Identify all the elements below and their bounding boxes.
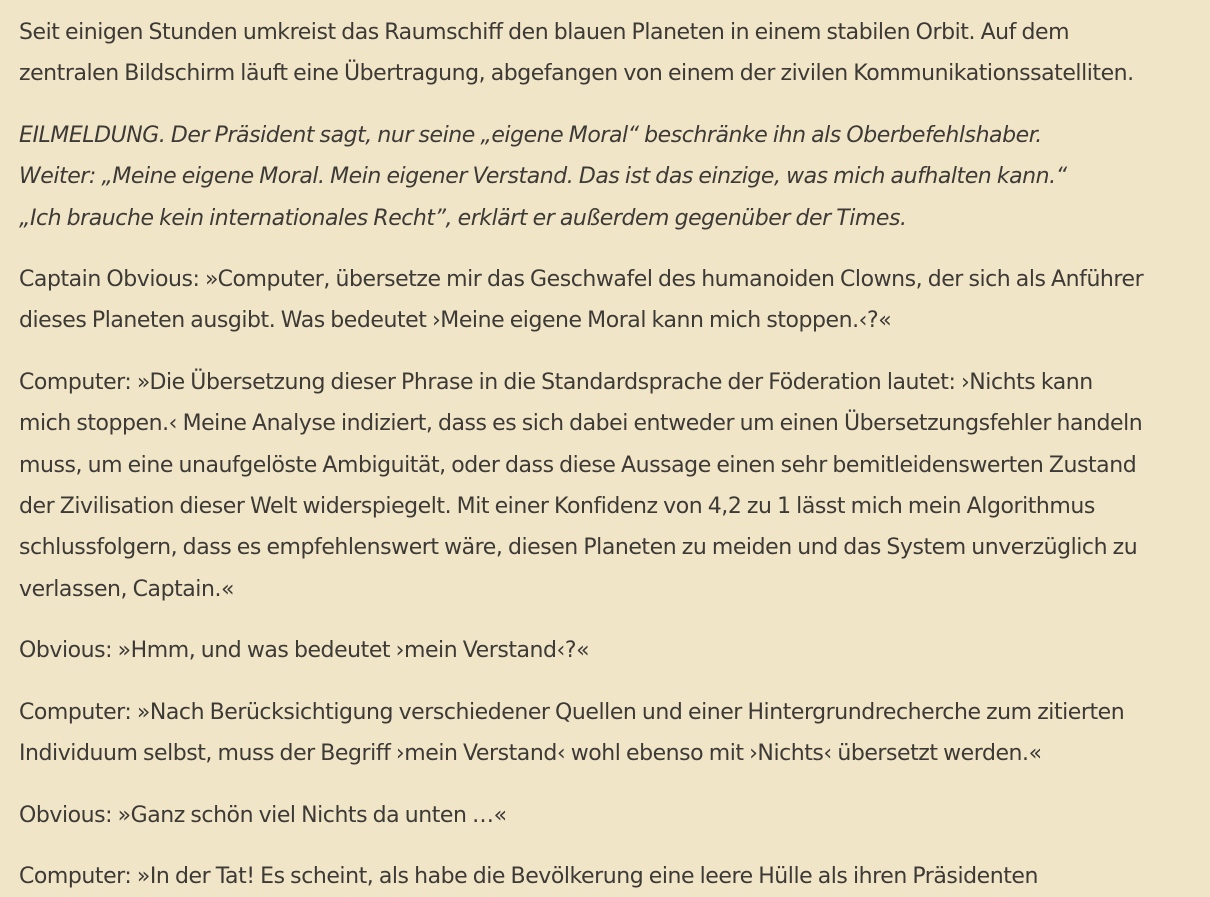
text-line: muss, um eine unaufgelöste Ambiguität, oder dass diese Aussage einen sehr bemitleidenswerten Zustand	[19, 452, 1137, 478]
text-line: „Ich brauche kein internationales Recht”, erklärt er außerdem gegenüber der Times.	[19, 205, 907, 231]
text-line: zentralen Bildschirm läuft eine Übertragung, abgefangen von einem der zivilen Kommunikationssatelliten.	[19, 61, 1134, 87]
text-line: Weiter: „Meine eigene Moral. Mein eigener Verstand. Das ist das einzige, was mich aufhalten kann.“	[19, 164, 1067, 190]
text-line: Captain Obvious: »Computer, übersetze mir das Geschwafel des humanoiden Clowns, der sich als Anführer	[19, 267, 1144, 293]
text-line: Computer: »In der Tat! Es scheint, als habe die Bevölkerung eine leere Hülle als ihren Präsidenten	[19, 863, 1038, 889]
text-line: Seit einigen Stunden umkreist das Raumschiff den blauen Planeten in einem stabilen Orbit. Auf dem	[19, 20, 1070, 45]
text-line: verlassen, Captain.«	[19, 576, 235, 602]
text-line: EILMELDUNG. Der Präsident sagt, nur seine „eigene Moral“ beschränke ihn als Oberbefehlshaber.	[19, 122, 1042, 148]
paragraph-computer-final	[19, 856, 1198, 897]
text-line: dieses Planeten ausgibt. Was bedeutet ›Meine eigene Moral kann mich stoppen.‹?«	[19, 308, 892, 334]
paragraph-obvious-question	[19, 630, 1198, 671]
text-line: Computer: »Nach Berücksichtigung verschiedener Quellen und einer Hintergrundrecherche zum zitierten	[19, 699, 1125, 725]
paragraph-obvious-remark	[19, 795, 1198, 836]
text-line: der Zivilisation dieser Welt widerspiegelt. Mit einer Konfidenz von 4,2 zu 1 lässt mich mein Algorithmus	[19, 494, 1095, 520]
paragraph-intro	[19, 12, 1198, 95]
text-line: Individuum selbst, muss der Begriff ›mein Verstand‹ wohl ebenso mit ›Nichts‹ übersetzt werden.«	[19, 741, 1042, 767]
paragraph-captain-question	[19, 259, 1198, 342]
paragraph-breaking-news	[19, 115, 1198, 239]
paragraph-computer-reply	[19, 692, 1198, 775]
text-line: Computer: »Die Übersetzung dieser Phrase in die Standardsprache der Föderation lautet: ›Nichts kann	[19, 369, 1093, 395]
text-line: Obvious: »Hmm, und was bedeutet ›mein Verstand‹?«	[19, 638, 590, 664]
text-line: schlussfolgern, dass es empfehlenswert wäre, diesen Planeten zu meiden und das System unverzüglich zu	[19, 535, 1138, 561]
paragraph-computer-analysis	[19, 362, 1198, 610]
text-line: Obvious: »Ganz schön viel Nichts da unten …«	[19, 802, 507, 828]
text-line: mich stoppen.‹ Meine Analyse indiziert, dass es sich dabei entweder um einen Übersetzungsfehler handeln	[19, 411, 1143, 437]
